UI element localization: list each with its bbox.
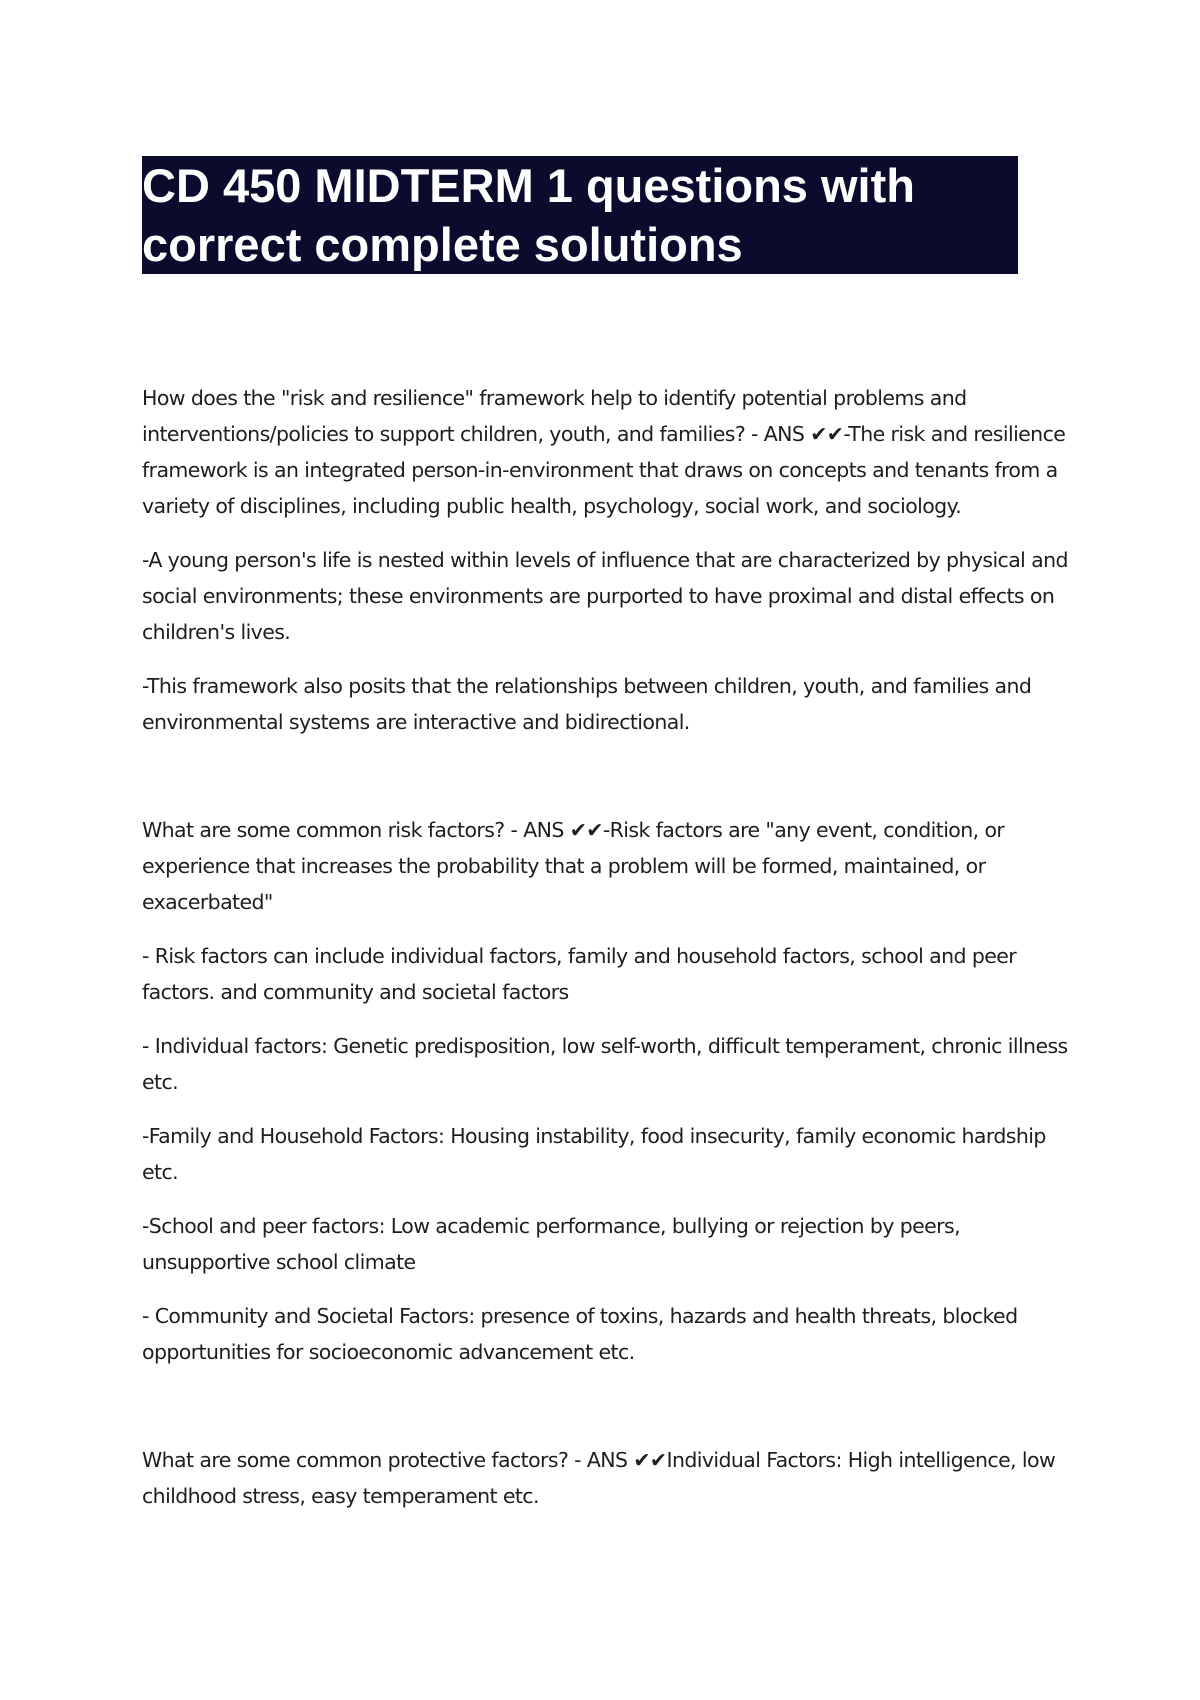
paragraph: -School and peer factors: Low academic performance, bullying or rejection by peers, unsupportive school climate (142, 1214, 960, 1274)
document-body (142, 380, 1082, 1532)
document-title (142, 156, 1018, 274)
paragraph: How does the "risk and resilience" framework help to identify potential problems and interventions/policies to support children, youth, and families? - ANS ✔✔-The risk and resilience framework is an integrated person-in-environment that draws on concepts and tenants from a variety of disciplines, including public health, psychology, social work, and sociology. (142, 386, 1066, 518)
question-separator (142, 1388, 1082, 1442)
title-line-2: correct complete solutions (142, 218, 743, 271)
question-block-1 (142, 380, 1082, 740)
question-block-3 (142, 1442, 1082, 1514)
title-line-1: CD 450 MIDTERM 1 questions with (142, 159, 915, 212)
paragraph: What are some common protective factors? - ANS ✔✔Individual Factors: High intelligence, low childhood stress, easy temperament etc. (142, 1448, 1056, 1508)
paragraph: - Individual factors: Genetic predisposition, low self-worth, difficult temperament, chronic illness etc. (142, 1034, 1068, 1094)
paragraph: What are some common risk factors? - ANS ✔✔-Risk factors are "any event, condition, or experience that increases the probability that a problem will be formed, maintained, or exacerbated" (142, 818, 1005, 914)
paragraph: - Community and Societal Factors: presence of toxins, hazards and health threats, blocked opportunities for socioeconomic advancement etc. (142, 1304, 1018, 1364)
paragraph: -Family and Household Factors: Housing instability, food insecurity, family economic hardship etc. (142, 1124, 1046, 1184)
question-separator (142, 758, 1082, 812)
paragraph: -This framework also posits that the relationships between children, youth, and families and environmental systems are interactive and bidirectional. (142, 674, 1032, 734)
question-block-2 (142, 812, 1082, 1370)
paragraph: - Risk factors can include individual factors, family and household factors, school and peer factors. and community and societal factors (142, 944, 1017, 1004)
paragraph: -A young person's life is nested within levels of influence that are characterized by physical and social environments; these environments are purported to have proximal and distal effects on children's lives. (142, 548, 1068, 644)
